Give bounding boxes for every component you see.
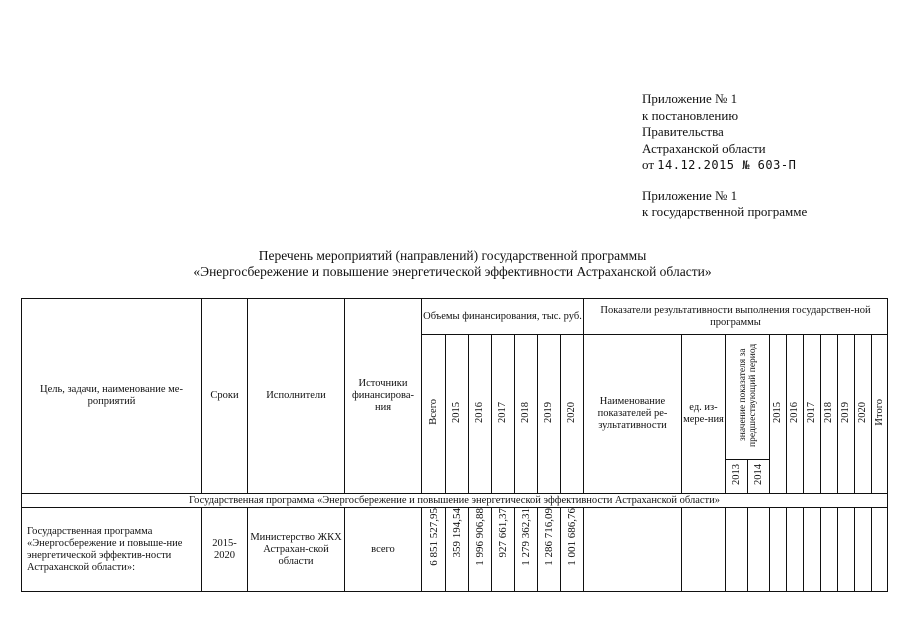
header-indicator-year: 2017	[806, 401, 817, 423]
row-empty-cell	[804, 508, 821, 592]
section-title: Государственная программа «Энергосбережение и повышение энергетической эффективности Астраханской области»	[22, 494, 888, 508]
header-funding-year: 2016	[474, 401, 485, 423]
row-empty-cell	[748, 508, 770, 592]
row-empty-cell	[838, 508, 855, 592]
row-empty-cell	[787, 508, 804, 592]
header-prev-year: 2014	[752, 464, 764, 485]
appendix-line: к постановлению	[642, 107, 739, 123]
header-indicator-year: 2018	[823, 401, 834, 423]
row-value-year: 359 194,54	[451, 508, 463, 558]
header-indicator-year: 2020	[857, 401, 868, 423]
measures-table	[21, 298, 888, 592]
header-unit: ед. из-мере-ния	[682, 335, 726, 494]
title-line-1: Перечень мероприятий (направлений) государственной программы	[258, 248, 647, 263]
appendix-line: Астраханской области	[642, 140, 766, 156]
header-terms: Сроки	[202, 299, 248, 494]
header-total: Итого	[873, 398, 885, 426]
header-funding-year: 2019	[543, 401, 554, 423]
row-empty-cell	[855, 508, 872, 592]
header-indicator-year: 2016	[789, 401, 800, 423]
header-funding-year: 2017	[497, 401, 508, 423]
handwritten-date-number: 14.12.2015 № 603-П	[657, 158, 797, 172]
header-funding-year: 2018	[520, 401, 531, 423]
row-empty-cell	[770, 508, 787, 592]
appendix-block	[642, 91, 807, 221]
row-empty-cell	[726, 508, 748, 592]
header-prev-year: 2013	[730, 464, 742, 485]
row-empty-cell	[682, 508, 726, 592]
row-value-year: 1 286 716,09	[543, 508, 555, 566]
document-title	[100, 248, 805, 280]
header-indicator-year: 2019	[840, 401, 851, 423]
row-value-year: 1 996 906,88	[474, 508, 486, 566]
title-line-2: «Энергосбережение и повышение энергетической эффективности Астраханской области»	[193, 264, 712, 279]
header-funding-year: 2015	[451, 401, 462, 423]
row-value-year: 927 661,37	[497, 508, 509, 558]
row-goal: Государственная программа «Энергосбережение и повыше-ние энергетической эффектив-ности Астраханской области»:	[22, 508, 202, 592]
row-value-year: 1 279 362,31	[520, 508, 532, 566]
row-empty-cell	[584, 508, 682, 592]
row-executor: Министерство ЖКХ Астрахан-ской области	[248, 508, 345, 592]
row-value-total: 6 851 527,95	[427, 508, 440, 566]
header-goal: Цель, задачи, наименование ме-роприятий	[22, 299, 202, 494]
header-indicator-name: Наименование показателей ре-зультативности	[584, 335, 682, 494]
appendix-line: Приложение № 1	[642, 187, 738, 203]
appendix-line: Правительства	[642, 124, 724, 139]
appendix-date-line	[642, 157, 807, 174]
row-value-year: 1 001 686,76	[566, 508, 578, 566]
header-sources: Источники финансирова-ния	[345, 299, 422, 494]
date-prefix: от	[642, 157, 655, 172]
appendix-line: Приложение № 1	[642, 91, 738, 106]
header-indicator-year: 2015	[772, 401, 783, 423]
appendix-line: к государственной программе	[642, 204, 808, 219]
header-executors: Исполнители	[248, 299, 345, 494]
header-funding-year: 2020	[566, 401, 577, 423]
row-empty-cell	[872, 508, 888, 592]
header-funding-total: Всего	[427, 399, 439, 425]
header-indicators-group: Показатели результативности выполнения государствен-ной программы	[584, 299, 888, 335]
row-terms: 2015-2020	[202, 508, 248, 592]
header-prev-period: значение показателя за предшествующий период	[737, 343, 758, 447]
header-funding-group: Объемы финансирования, тыс. руб.	[422, 299, 584, 335]
row-empty-cell	[821, 508, 838, 592]
row-source: всего	[345, 508, 422, 592]
